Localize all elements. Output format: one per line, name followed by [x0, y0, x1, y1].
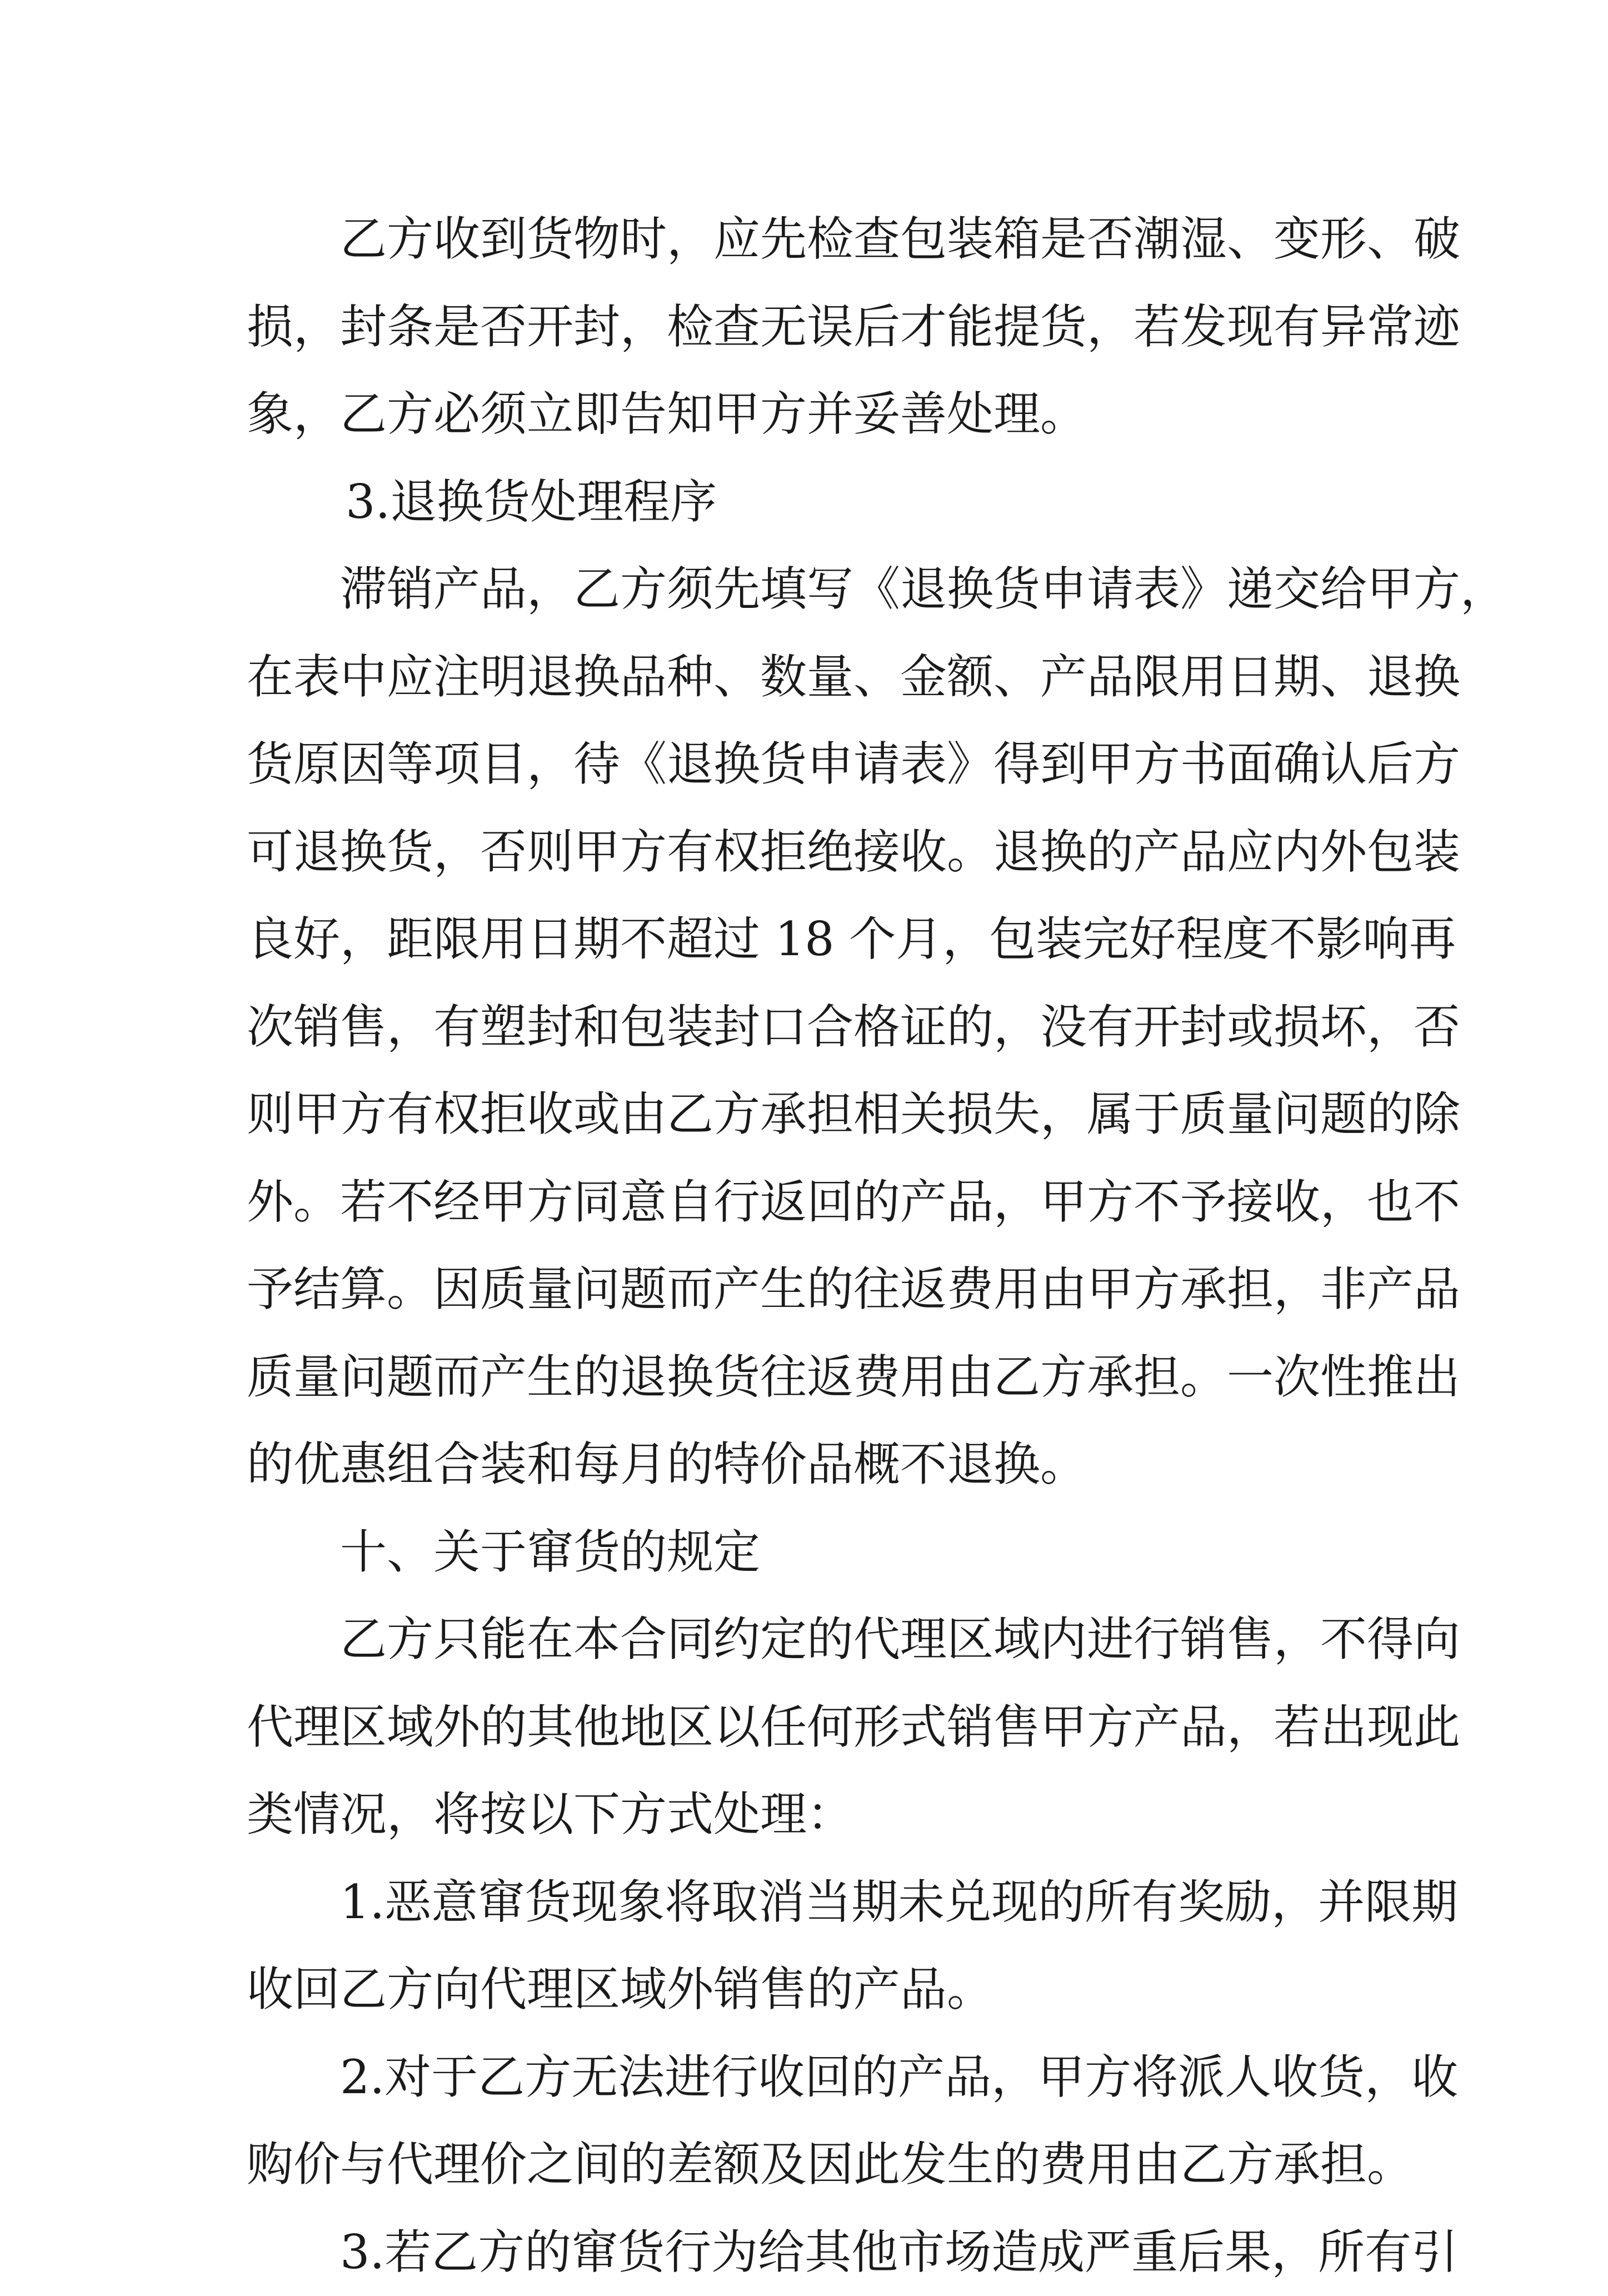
paragraph-line: 损，封条是否开封，检查无误后才能提货，若发现有异常迹	[247, 283, 1369, 371]
list-item-line: 3.若乙方的窜货行为给其他市场造成严重后果，所有引	[247, 2209, 1369, 2296]
paragraph-line: 乙方只能在本合同约定的代理区域内进行销售，不得向	[247, 1596, 1369, 1684]
paragraph-line: 在表中应注明退换品种、数量、金额、产品限用日期、退换	[247, 633, 1369, 721]
paragraph-line: 质量问题而产生的退换货往返费用由乙方承担。一次性推出	[247, 1334, 1369, 1421]
paragraph-line: 货原因等项目，待《退换货申请表》得到甲方书面确认后方	[247, 721, 1369, 808]
paragraph-line: 象，乙方必须立即告知甲方并妥善处理。	[247, 371, 1369, 458]
paragraph-line: 的优惠组合装和每月的特价品概不退换。	[247, 1421, 1369, 1509]
list-item-line: 收回乙方向代理区域外销售的产品。	[247, 1946, 1369, 2034]
paragraph-line: 外。若不经甲方同意自行返回的产品，甲方不予接收，也不	[247, 1159, 1369, 1246]
paragraph-line: 代理区域外的其他地区以任何形式销售甲方产品，若出现此	[247, 1684, 1369, 1771]
paragraph-line: 可退换货，否则甲方有权拒绝接收。退换的产品应内外包装	[247, 808, 1369, 896]
section-heading: 3.退换货处理程序	[247, 458, 1369, 546]
paragraph-line: 则甲方有权拒收或由乙方承担相关损失，属于质量问题的除	[247, 1071, 1369, 1159]
paragraph-line: 予结算。因质量问题而产生的往返费用由甲方承担，非产品	[247, 1246, 1369, 1334]
paragraph-line: 乙方收到货物时，应先检查包装箱是否潮湿、变形、破	[247, 196, 1369, 283]
paragraph-line: 类情况，将按以下方式处理：	[247, 1771, 1369, 1859]
section-heading: 十、关于窜货的规定	[247, 1509, 1369, 1596]
paragraph-line: 良好，距限用日期不超过 18 个月，包装完好程度不影响再	[247, 896, 1369, 984]
paragraph-line: 滞销产品，乙方须先填写《退换货申请表》递交给甲方，	[247, 546, 1369, 633]
list-item-line: 1.恶意窜货现象将取消当期未兑现的所有奖励，并限期	[247, 1859, 1369, 1946]
list-item-line: 购价与代理价之间的差额及因此发生的费用由乙方承担。	[247, 2121, 1369, 2209]
paragraph-line: 次销售，有塑封和包装封口合格证的，没有开封或损坏，否	[247, 984, 1369, 1071]
list-item-line: 2.对于乙方无法进行收回的产品，甲方将派人收货，收	[247, 2034, 1369, 2122]
document-body	[247, 196, 1369, 2296]
